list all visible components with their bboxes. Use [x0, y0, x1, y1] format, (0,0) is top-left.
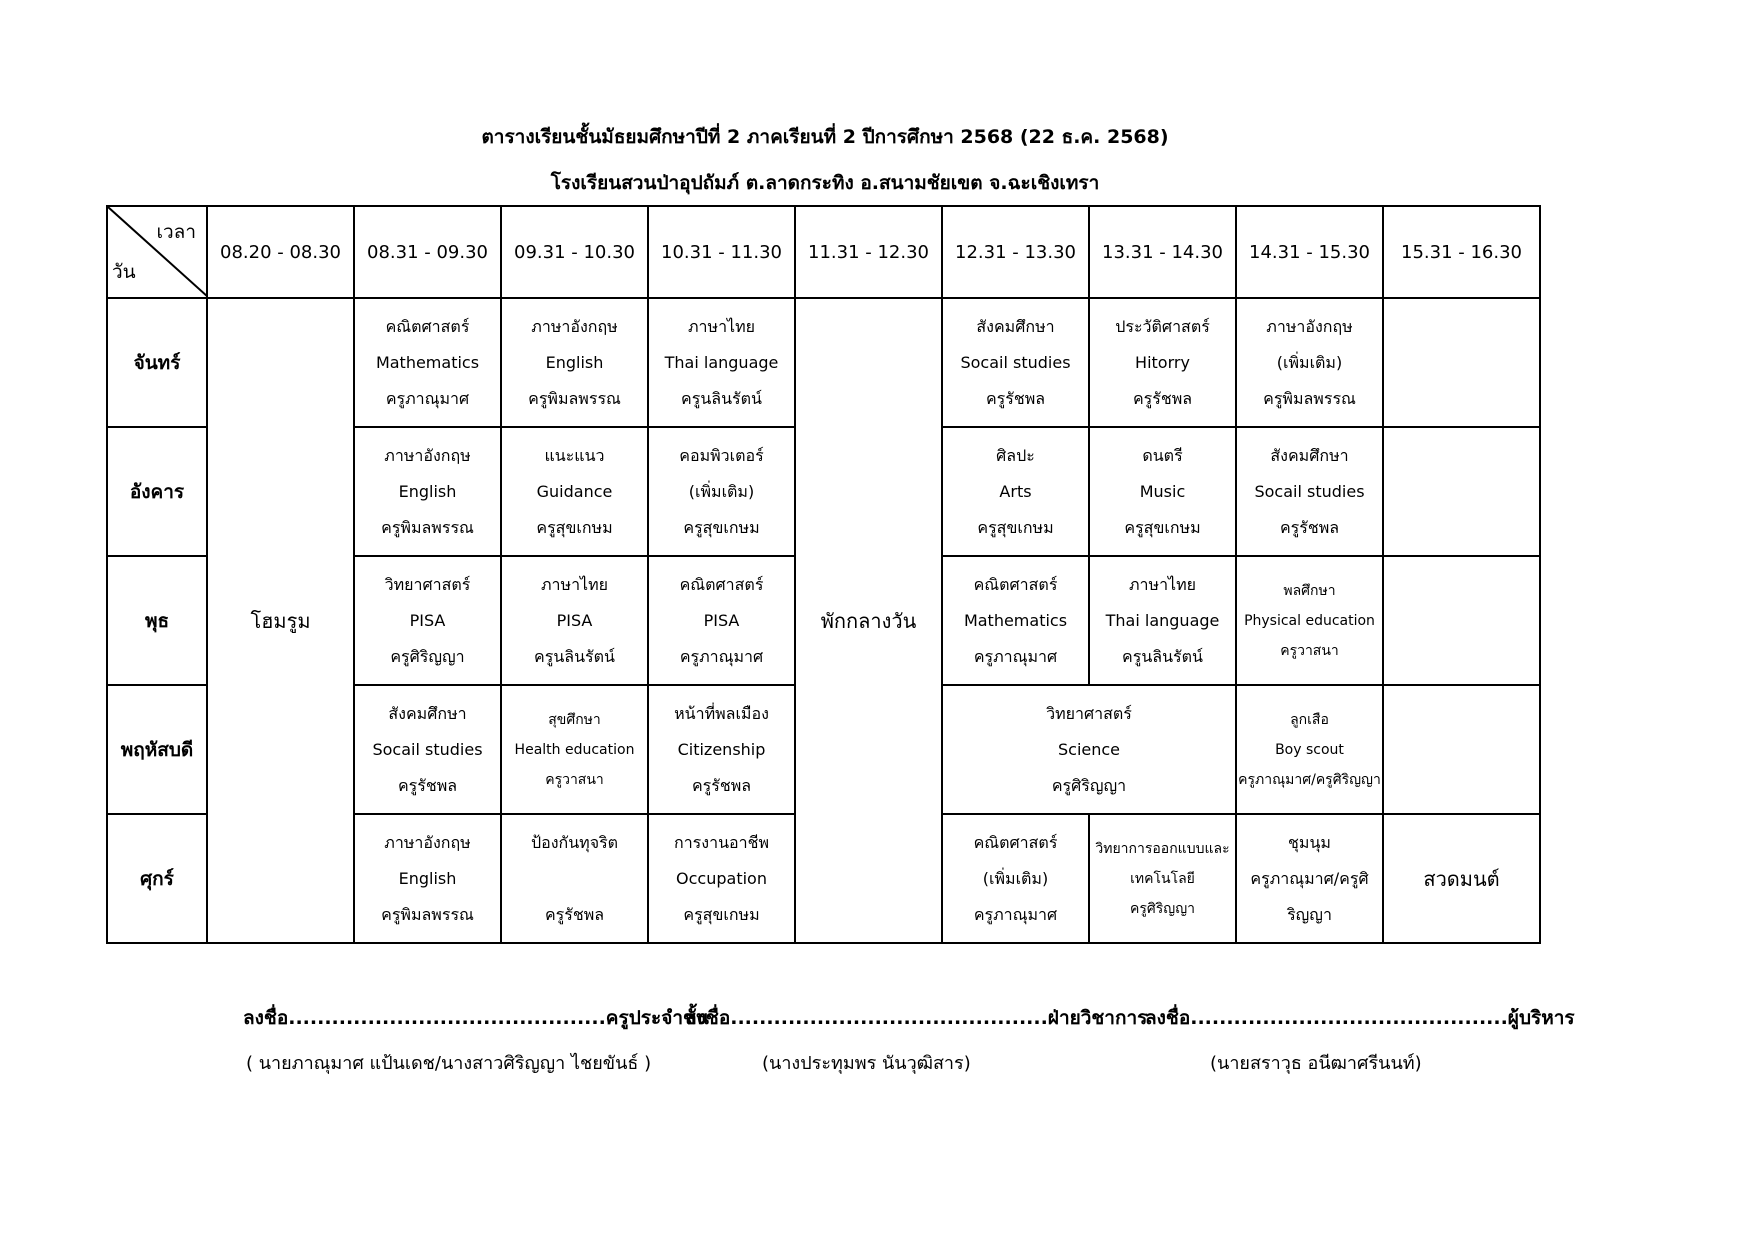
subject-english: Arts — [999, 481, 1032, 501]
subject-thai: พลศึกษา — [1283, 582, 1336, 599]
class-cell — [1236, 556, 1383, 685]
class-cell — [1089, 427, 1236, 556]
teacher: ครูสุขเกษม — [683, 904, 760, 924]
empty-cell — [1383, 685, 1540, 814]
subject-thai: หน้าที่พลเมือง — [674, 703, 769, 723]
subject-thai: คณิตศาสตร์ — [679, 574, 764, 594]
teacher: ครูภาณุมาศ — [973, 904, 1058, 924]
subject-thai: วิทยาศาสตร์ — [384, 574, 471, 594]
subject-thai: ดนตรี — [1142, 445, 1183, 465]
teacher: ครูรัชพล — [1132, 388, 1193, 408]
class-cell — [1236, 427, 1383, 556]
class-cell — [1089, 814, 1236, 943]
class-cell — [942, 427, 1089, 556]
teacher: ครูภาณุมาศ — [385, 388, 470, 408]
subject-english: Music — [1139, 481, 1186, 501]
subject-thai: วิทยาศาสตร์ — [1046, 703, 1132, 723]
teacher: ครูศิริญญา — [1129, 900, 1195, 917]
class-cell — [501, 427, 648, 556]
teacher: ครูภาณุมาศ/ครูศิริญญา — [1238, 771, 1381, 788]
header-row — [107, 206, 1540, 298]
homeroom-cell: โฮมรูม — [207, 298, 354, 943]
period-header: 08.31 - 09.30 — [354, 206, 501, 298]
period-header: 13.31 - 14.30 — [1089, 206, 1236, 298]
teacher: ครูสุขเกษม — [536, 517, 613, 537]
period-header: 09.31 - 10.30 — [501, 206, 648, 298]
subject-english: English — [545, 352, 604, 372]
corner-day-label: วัน — [112, 261, 136, 283]
teacher: ครูนลินรัตน์ — [1122, 646, 1203, 666]
day-label: ศุกร์ — [107, 814, 207, 943]
subject-english: Socail studies — [1254, 481, 1365, 501]
teacher: ครูศิริญญา — [390, 646, 465, 666]
teacher: ครูพิมลพรรณ — [528, 388, 621, 408]
signature-name-homeroom-teacher: ( นายภาณุมาศ แป้นเดช/นางสาวศิริญญา ไชยขันธ์ ) — [246, 1053, 652, 1074]
subject-thai: สังคมศึกษา — [388, 703, 467, 723]
teacher: ครูรัชพล — [1279, 517, 1340, 537]
subject-english: Socail studies — [372, 739, 483, 759]
subject-english: Hitorry — [1135, 352, 1190, 372]
class-cell — [942, 685, 1236, 814]
class-cell — [648, 427, 795, 556]
class-cell — [354, 685, 501, 814]
class-cell — [354, 298, 501, 427]
subject-thai: สังคมศึกษา — [1270, 445, 1349, 465]
teacher: ครูพิมลพรรณ — [381, 904, 474, 924]
class-cell — [501, 298, 648, 427]
subject-thai: ศิลปะ — [996, 445, 1035, 465]
period-header: 12.31 - 13.30 — [942, 206, 1089, 298]
teacher: ครูภาณุมาศ — [679, 646, 764, 666]
class-schedule-table — [106, 205, 1541, 944]
period-header: 15.31 - 16.30 — [1383, 206, 1540, 298]
teacher: ครูสุขเกษม — [683, 517, 760, 537]
subject-thai: คณิตศาสตร์ — [973, 574, 1058, 594]
subject-thai: ภาษาไทย — [540, 574, 609, 594]
subject-thai: ชุมนุม — [1288, 832, 1331, 852]
subject-english: เทคโนโลยี — [1130, 870, 1195, 887]
subject-thai: ภาษาอังกฤษ — [1266, 316, 1353, 336]
class-cell — [1236, 685, 1383, 814]
day-label: พฤหัสบดี — [107, 685, 207, 814]
subject-thai: คอมพิวเตอร์ — [679, 445, 764, 465]
subject-thai: ภาษาไทย — [1128, 574, 1197, 594]
subject-english: Thai language — [1105, 610, 1220, 630]
class-cell — [1236, 298, 1383, 427]
subject-thai: สุขศึกษา — [548, 711, 601, 728]
subject-thai: ป้องกันทุจริต — [530, 832, 619, 852]
teacher-continued: ริญญา — [1287, 904, 1332, 924]
signature-name-academic: (นางประทุมพร นันวุฒิสาร) — [762, 1053, 971, 1074]
subject-english: English — [398, 481, 457, 501]
subject-thai: ภาษาอังกฤษ — [384, 832, 471, 852]
signature-line-academic: ลงชื่อ............................................ฝ่ายวิชาการ — [685, 1007, 1148, 1029]
teacher: ครูสุขเกษม — [977, 517, 1054, 537]
teacher: ครูพิมลพรรณ — [381, 517, 474, 537]
subject-english: (เพิ่มเติม) — [1276, 352, 1343, 372]
subject-english: Mathematics — [963, 610, 1068, 630]
signature-line-homeroom-teacher: ลงชื่อ............................................ครูประจำชั้น — [243, 1007, 709, 1029]
subject-thai: ภาษาไทย — [687, 316, 756, 336]
day-label: พุธ — [107, 556, 207, 685]
subject-english: PISA — [556, 610, 593, 630]
prayer-cell: สวดมนต์ — [1383, 814, 1540, 943]
subject-english: Science — [1057, 739, 1121, 759]
class-cell — [1089, 298, 1236, 427]
subject-thai: ภาษาอังกฤษ — [384, 445, 471, 465]
corner-cell — [107, 206, 207, 298]
signature-name-director: (นายสราวุธ อนีฒาศรีนนท์) — [1210, 1053, 1422, 1074]
class-cell — [648, 298, 795, 427]
subject-thai: ภาษาอังกฤษ — [531, 316, 618, 336]
period-header: 11.31 - 12.30 — [795, 206, 942, 298]
class-cell — [501, 814, 648, 943]
empty-cell — [1383, 427, 1540, 556]
teacher: ครูรัชพล — [544, 904, 605, 924]
subject-english: English — [398, 868, 457, 888]
lunch-break-cell: พักกลางวัน — [795, 298, 942, 943]
subject-english: Guidance — [536, 481, 613, 501]
subject-english: (เพิ่มเติม) — [688, 481, 755, 501]
subject-thai: ลูกเสือ — [1290, 711, 1329, 728]
subject-english: Socail studies — [960, 352, 1071, 372]
subject-english: Occupation — [676, 868, 767, 888]
teacher: ครูรัชพล — [691, 775, 752, 795]
teacher: ครูนลินรัตน์ — [534, 646, 615, 666]
subject-english: PISA — [703, 610, 740, 630]
signature-line-director: ลงชื่อ............................................ผู้บริหาร — [1145, 1007, 1575, 1029]
teacher: ครูนลินรัตน์ — [681, 388, 762, 408]
teacher: ครูสุขเกษม — [1124, 517, 1201, 537]
school-name: โรงเรียนสวนป่าอุปถัมภ์ ต.ลาดกระทิง อ.สนามชัยเขต จ.ฉะเชิงเทรา — [550, 172, 1100, 194]
class-cell — [942, 298, 1089, 427]
class-cell — [501, 556, 648, 685]
teacher: ครูศิริญญา — [1051, 775, 1127, 795]
class-cell — [1236, 814, 1383, 943]
teacher: ครูวาสนา — [1280, 642, 1339, 659]
day-label: จันทร์ — [107, 298, 207, 427]
class-cell — [648, 685, 795, 814]
subject-english: (เพิ่มเติม) — [982, 868, 1049, 888]
day-row-monday — [107, 298, 1540, 427]
subject-thai: การงานอาชีพ — [674, 832, 769, 852]
class-cell — [354, 556, 501, 685]
class-cell — [648, 556, 795, 685]
subject-thai: ประวัติศาสตร์ — [1115, 316, 1210, 336]
subject-thai: แนะแนว — [544, 445, 605, 465]
period-header: 10.31 - 11.30 — [648, 206, 795, 298]
class-cell — [501, 685, 648, 814]
day-label: อังคาร — [107, 427, 207, 556]
class-cell — [942, 814, 1089, 943]
subject-english — [502, 861, 647, 897]
class-cell — [1089, 556, 1236, 685]
class-cell — [354, 427, 501, 556]
class-cell — [648, 814, 795, 943]
empty-cell — [1383, 298, 1540, 427]
period-header: 14.31 - 15.30 — [1236, 206, 1383, 298]
teacher: ครูรัชพล — [985, 388, 1046, 408]
subject-thai: คณิตศาสตร์ — [973, 832, 1058, 852]
subject-english: Boy scout — [1275, 741, 1344, 758]
period-header: 08.20 - 08.30 — [207, 206, 354, 298]
schedule-title: ตารางเรียนชั้นมัธยมศึกษาปีที่ 2 ภาคเรียนที่ 2 ปีการศึกษา 2568 (22 ธ.ค. 2568) — [481, 126, 1169, 148]
subject-english: Physical education — [1244, 612, 1375, 629]
subject-thai: คณิตศาสตร์ — [385, 316, 470, 336]
subject-english: Health education — [514, 741, 635, 758]
subject-thai: วิทยาการออกแบบและ — [1095, 840, 1230, 857]
teacher: ครูพิมลพรรณ — [1263, 388, 1356, 408]
teacher: ครูรัชพล — [397, 775, 458, 795]
class-cell — [942, 556, 1089, 685]
subject-english: Citizenship — [677, 739, 766, 759]
empty-cell — [1383, 556, 1540, 685]
corner-time-label: เวลา — [156, 221, 196, 243]
subject-english: Thai language — [664, 352, 779, 372]
teacher: ครูวาสนา — [545, 771, 604, 788]
subject-english: Mathematics — [375, 352, 480, 372]
subject-thai: สังคมศึกษา — [976, 316, 1055, 336]
teacher: ครูภาณุมาศ/ครูศิ — [1250, 868, 1369, 888]
subject-english: PISA — [409, 610, 446, 630]
teacher: ครูภาณุมาศ — [973, 646, 1058, 666]
class-cell — [354, 814, 501, 943]
